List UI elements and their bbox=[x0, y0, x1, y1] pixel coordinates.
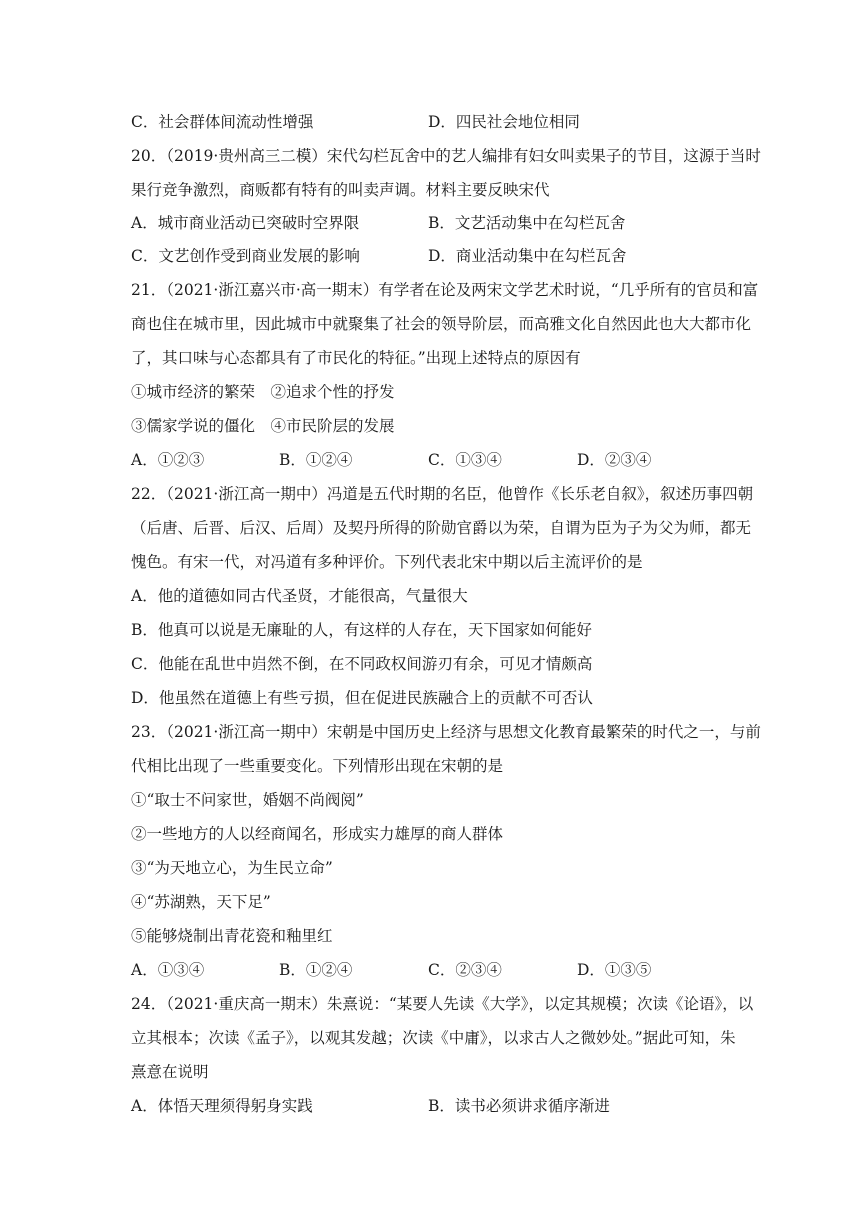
q21-stem-line-3: 了，其口味与心态都具有了市民化的特征。”出现上述特点的原因有 bbox=[131, 349, 581, 367]
q21-item-line-1: ①城市经济的繁荣 ②追求个性的抒发 bbox=[131, 383, 395, 401]
q22-option-a[interactable]: A．他的道德如同古代圣贤，才能很高，气量很大 bbox=[131, 587, 468, 605]
q23-stem-line-2: 代相比出现了一些重要变化。下列情形出现在宋朝的是 bbox=[131, 757, 504, 775]
q21-stem-line-2: 商也住在城市里，因此城市中就聚集了社会的领导阶层，而高雅文化自然因此也大大都市化 bbox=[131, 315, 752, 333]
q21-option-d[interactable]: D．②③④ bbox=[577, 451, 652, 469]
q21-option-b[interactable]: B．①②④ bbox=[279, 451, 353, 469]
q24-option-a[interactable]: A．体悟天理须得躬身实践 bbox=[131, 1097, 313, 1115]
q20-option-c[interactable]: C．文艺创作受到商业发展的影响 bbox=[131, 247, 360, 265]
q23-stem-line-1: 23．（2021·浙江高一期中）宋朝是中国历史上经济与思想文化教育最繁荣的时代之一，与前 bbox=[131, 723, 761, 741]
q19-option-d[interactable]: D．四民社会地位相同 bbox=[428, 113, 580, 131]
q23-item-1: ①“取士不问家世，婚姻不尚阀阅” bbox=[131, 791, 364, 809]
q23-item-3: ③“为天地立心，为生民立命” bbox=[131, 859, 333, 877]
q20-stem-line-2: 果行竞争激烈，商贩都有特有的叫卖声调。材料主要反映宋代 bbox=[131, 181, 550, 199]
q24-stem-line-1: 24．（2021·重庆高一期末）朱熹说：“某要人先读《大学》，以定其规模；次读《论语》，以 bbox=[131, 995, 754, 1013]
q19-option-c[interactable]: C．社会群体间流动性增强 bbox=[131, 113, 314, 131]
q20-stem-line-1: 20．（2019·贵州高三二模）宋代勾栏瓦舍中的艺人编排有妇女叫卖果子的节目，这源于当时 bbox=[131, 147, 761, 165]
q24-stem-line-2: 立其根本；次读《孟子》，以观其发越；次读《中庸》，以求古人之微妙处。”据此可知，朱 bbox=[131, 1029, 736, 1047]
q22-stem-line-1: 22．（2021·浙江高一期中）冯道是五代时期的名臣，他曾作《长乐老自叙》，叙述历事四朝 bbox=[131, 485, 754, 503]
q21-option-a[interactable]: A．①②③ bbox=[131, 451, 205, 469]
q23-item-2: ②一些地方的人以经商闻名，形成实力雄厚的商人群体 bbox=[131, 825, 504, 843]
q20-option-a[interactable]: A．城市商业活动已突破时空界限 bbox=[131, 214, 360, 232]
q22-option-b[interactable]: B．他真可以说是无廉耻的人，有这样的人存在，天下国家如何能好 bbox=[131, 621, 592, 639]
q22-option-c[interactable]: C．他能在乱世中岿然不倒，在不同政权间游刃有余，可见才情颇高 bbox=[131, 655, 593, 673]
q23-option-d[interactable]: D．①③⑤ bbox=[577, 961, 652, 979]
q22-stem-line-3: 愧色。有宋一代，对冯道有多种评价。下列代表北宋中期以后主流评价的是 bbox=[131, 553, 643, 571]
q21-stem-line-1: 21．（2021·浙江嘉兴市·高一期末）有学者在论及两宋文学艺术时说，“几乎所有的官员和富 bbox=[131, 281, 759, 299]
q23-item-5: ⑤能够烧制出青花瓷和釉里红 bbox=[131, 927, 333, 945]
q24-option-b[interactable]: B．读书必须讲求循序渐进 bbox=[428, 1097, 610, 1115]
q21-item-line-2: ③儒家学说的僵化 ④市民阶层的发展 bbox=[131, 417, 395, 435]
q24-stem-line-3: 熹意在说明 bbox=[131, 1063, 209, 1081]
q20-option-d[interactable]: D．商业活动集中在勾栏瓦舍 bbox=[428, 247, 627, 265]
q21-option-c[interactable]: C．①③④ bbox=[428, 451, 502, 469]
q20-option-b[interactable]: B．文艺活动集中在勾栏瓦舍 bbox=[428, 214, 626, 232]
q22-stem-line-2: （后唐、后晋、后汉、后周）及契丹所得的阶勋官爵以为荣，自谓为臣为子为父为师，都无 bbox=[131, 519, 752, 537]
q23-option-a[interactable]: A．①③④ bbox=[131, 961, 205, 979]
q23-item-4: ④“苏湖熟，天下足” bbox=[131, 893, 271, 911]
q23-option-b[interactable]: B．①②④ bbox=[279, 961, 353, 979]
q23-option-c[interactable]: C．②③④ bbox=[428, 961, 502, 979]
q22-option-d[interactable]: D．他虽然在道德上有些亏损，但在促进民族融合上的贡献不可否认 bbox=[131, 689, 593, 707]
